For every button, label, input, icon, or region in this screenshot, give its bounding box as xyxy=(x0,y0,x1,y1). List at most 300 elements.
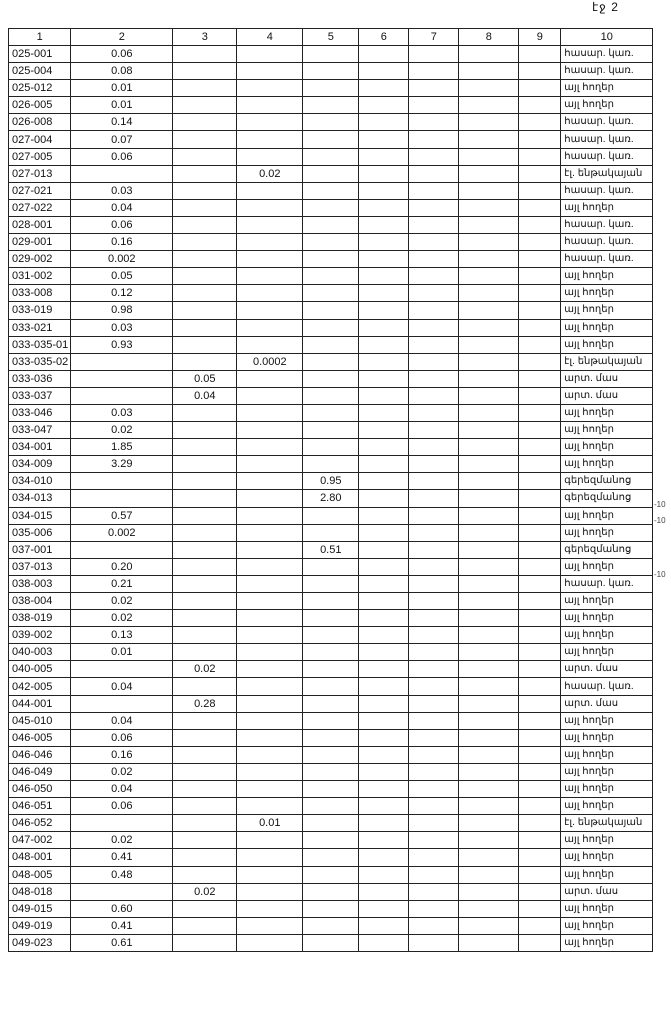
area-cell xyxy=(173,644,237,661)
area-cell: 0.13 xyxy=(71,627,173,644)
area-cell xyxy=(237,370,303,387)
area-cell xyxy=(359,97,409,114)
area-cell xyxy=(409,610,459,627)
table-row xyxy=(9,678,653,695)
area-cell xyxy=(459,746,519,763)
area-cell xyxy=(173,558,237,575)
table-row xyxy=(9,182,653,199)
area-cell: 0.05 xyxy=(173,370,237,387)
table-row xyxy=(9,849,653,866)
area-cell xyxy=(173,798,237,815)
area-cell xyxy=(409,798,459,815)
area-cell xyxy=(303,216,359,233)
parcel-code-cell: 034-001 xyxy=(9,439,71,456)
area-cell xyxy=(409,234,459,251)
area-cell xyxy=(359,934,409,951)
area-cell xyxy=(459,251,519,268)
area-cell xyxy=(237,781,303,798)
area-cell: 0.57 xyxy=(71,507,173,524)
area-cell: 0.16 xyxy=(71,234,173,251)
area-cell xyxy=(237,114,303,131)
area-cell xyxy=(519,644,561,661)
area-cell xyxy=(173,541,237,558)
table-row xyxy=(9,268,653,285)
area-cell xyxy=(303,575,359,592)
area-cell xyxy=(519,473,561,490)
area-cell: 0.01 xyxy=(71,644,173,661)
land-use-cell: այլ հողեր xyxy=(561,507,653,524)
area-cell xyxy=(459,456,519,473)
parcel-code-cell: 044-001 xyxy=(9,695,71,712)
table-row xyxy=(9,353,653,370)
area-cell xyxy=(519,216,561,233)
area-cell xyxy=(359,610,409,627)
area-cell xyxy=(173,627,237,644)
area-cell xyxy=(409,678,459,695)
area-cell: 0.01 xyxy=(237,815,303,832)
land-use-cell: հասար. կառ. xyxy=(561,216,653,233)
area-cell xyxy=(237,644,303,661)
area-cell xyxy=(359,370,409,387)
area-cell xyxy=(359,883,409,900)
area-cell xyxy=(173,182,237,199)
area-cell xyxy=(519,114,561,131)
area-cell xyxy=(519,46,561,63)
area-cell xyxy=(459,695,519,712)
area-cell xyxy=(359,917,409,934)
land-use-cell: հասար. կառ. xyxy=(561,148,653,165)
area-cell xyxy=(409,114,459,131)
area-cell xyxy=(173,216,237,233)
area-cell xyxy=(237,695,303,712)
land-use-cell: այլ հողեր xyxy=(561,746,653,763)
parcel-code-cell: 031-002 xyxy=(9,268,71,285)
area-cell xyxy=(519,815,561,832)
area-cell: 0.21 xyxy=(71,575,173,592)
area-cell xyxy=(519,148,561,165)
area-cell xyxy=(459,712,519,729)
area-cell: 1.85 xyxy=(71,439,173,456)
area-cell xyxy=(303,900,359,917)
area-cell xyxy=(237,63,303,80)
area-cell xyxy=(173,336,237,353)
table-row xyxy=(9,114,653,131)
area-cell: 0.0002 xyxy=(237,353,303,370)
area-cell xyxy=(519,370,561,387)
area-cell xyxy=(303,404,359,421)
area-cell xyxy=(459,866,519,883)
land-use-cell: հասար. կառ. xyxy=(561,114,653,131)
area-cell xyxy=(359,695,409,712)
area-cell xyxy=(359,404,409,421)
area-cell xyxy=(71,541,173,558)
area-cell xyxy=(409,353,459,370)
area-cell xyxy=(409,883,459,900)
parcel-code-cell: 033-035-01 xyxy=(9,336,71,353)
parcel-code-cell: 027-013 xyxy=(9,165,71,182)
column-header: 1 xyxy=(9,29,71,46)
area-cell: 2.80 xyxy=(303,490,359,507)
table-row xyxy=(9,251,653,268)
area-cell xyxy=(519,558,561,575)
table-row xyxy=(9,729,653,746)
area-cell xyxy=(173,866,237,883)
area-cell xyxy=(409,199,459,216)
land-use-cell: հասար. կառ. xyxy=(561,131,653,148)
area-cell xyxy=(237,900,303,917)
parcel-code-cell: 033-021 xyxy=(9,319,71,336)
area-cell xyxy=(303,63,359,80)
table-row xyxy=(9,558,653,575)
area-cell xyxy=(173,610,237,627)
area-cell xyxy=(519,798,561,815)
parcel-code-cell: 035-006 xyxy=(9,524,71,541)
area-cell xyxy=(359,336,409,353)
area-cell xyxy=(237,610,303,627)
land-use-cell: այլ հողեր xyxy=(561,849,653,866)
area-cell xyxy=(519,917,561,934)
area-cell xyxy=(237,336,303,353)
land-use-cell: այլ հողեր xyxy=(561,917,653,934)
area-cell xyxy=(459,729,519,746)
table-row xyxy=(9,746,653,763)
land-use-cell: այլ հողեր xyxy=(561,627,653,644)
area-cell xyxy=(459,370,519,387)
area-cell xyxy=(237,866,303,883)
table-row xyxy=(9,46,653,63)
area-cell: 0.02 xyxy=(173,661,237,678)
area-cell xyxy=(303,661,359,678)
area-cell xyxy=(459,917,519,934)
area-cell: 0.01 xyxy=(71,80,173,97)
area-cell xyxy=(173,97,237,114)
area-cell xyxy=(303,422,359,439)
margin-mark: -10 xyxy=(654,570,666,579)
area-cell xyxy=(409,251,459,268)
area-cell xyxy=(409,404,459,421)
area-cell xyxy=(237,456,303,473)
area-cell xyxy=(173,917,237,934)
area-cell xyxy=(303,97,359,114)
area-cell xyxy=(173,763,237,780)
land-use-cell: այլ հողեր xyxy=(561,832,653,849)
table-row xyxy=(9,216,653,233)
parcel-code-cell: 049-019 xyxy=(9,917,71,934)
area-cell xyxy=(359,815,409,832)
table-row xyxy=(9,319,653,336)
area-cell xyxy=(459,610,519,627)
area-cell xyxy=(409,934,459,951)
parcel-code-cell: 033-046 xyxy=(9,404,71,421)
area-cell xyxy=(519,285,561,302)
land-use-cell: գերեզմանոց xyxy=(561,490,653,507)
area-cell xyxy=(303,302,359,319)
parcel-code-cell: 027-021 xyxy=(9,182,71,199)
area-cell xyxy=(359,46,409,63)
area-cell xyxy=(519,251,561,268)
parcel-code-cell: 037-001 xyxy=(9,541,71,558)
area-cell xyxy=(359,251,409,268)
parcel-code-cell: 037-013 xyxy=(9,558,71,575)
area-cell xyxy=(303,336,359,353)
area-cell xyxy=(303,832,359,849)
land-use-cell: էլ. ենթակայան xyxy=(561,353,653,370)
table-row xyxy=(9,644,653,661)
area-cell xyxy=(359,63,409,80)
parcel-code-cell: 045-010 xyxy=(9,712,71,729)
area-cell xyxy=(359,302,409,319)
land-use-cell: այլ հողեր xyxy=(561,97,653,114)
area-cell xyxy=(237,917,303,934)
area-cell xyxy=(519,387,561,404)
area-cell xyxy=(359,114,409,131)
area-cell xyxy=(237,46,303,63)
area-cell: 0.06 xyxy=(71,729,173,746)
area-cell xyxy=(303,695,359,712)
area-cell xyxy=(519,729,561,746)
area-cell xyxy=(237,473,303,490)
area-cell xyxy=(237,729,303,746)
area-cell xyxy=(409,302,459,319)
land-use-cell: այլ հողեր xyxy=(561,80,653,97)
column-header: 10 xyxy=(561,29,653,46)
area-cell xyxy=(303,746,359,763)
area-cell xyxy=(459,558,519,575)
area-cell xyxy=(303,798,359,815)
area-cell xyxy=(519,627,561,644)
parcel-code-cell: 048-001 xyxy=(9,849,71,866)
area-cell xyxy=(173,114,237,131)
area-cell xyxy=(459,541,519,558)
area-cell xyxy=(519,97,561,114)
area-cell xyxy=(519,353,561,370)
area-cell xyxy=(359,165,409,182)
area-cell xyxy=(173,285,237,302)
land-use-cell: այլ հողեր xyxy=(561,268,653,285)
area-cell xyxy=(173,524,237,541)
area-cell: 0.01 xyxy=(71,97,173,114)
area-cell xyxy=(237,678,303,695)
area-cell xyxy=(303,524,359,541)
table-row xyxy=(9,781,653,798)
area-cell xyxy=(359,849,409,866)
area-cell xyxy=(409,319,459,336)
table-row xyxy=(9,832,653,849)
area-cell xyxy=(173,593,237,610)
land-use-cell: արտ. մաս xyxy=(561,883,653,900)
area-cell xyxy=(459,319,519,336)
area-cell xyxy=(173,746,237,763)
area-cell xyxy=(303,729,359,746)
table-row xyxy=(9,97,653,114)
land-use-cell: գերեզմանոց xyxy=(561,473,653,490)
area-cell: 0.41 xyxy=(71,849,173,866)
area-cell xyxy=(173,934,237,951)
area-cell xyxy=(237,439,303,456)
area-cell xyxy=(303,199,359,216)
parcel-code-cell: 046-052 xyxy=(9,815,71,832)
parcel-code-cell: 046-046 xyxy=(9,746,71,763)
parcel-code-cell: 033-037 xyxy=(9,387,71,404)
parcel-code-cell: 038-004 xyxy=(9,593,71,610)
area-cell xyxy=(303,763,359,780)
area-cell: 0.02 xyxy=(237,165,303,182)
area-cell: 0.41 xyxy=(71,917,173,934)
area-cell xyxy=(519,712,561,729)
area-cell xyxy=(409,832,459,849)
land-use-cell: այլ հողեր xyxy=(561,285,653,302)
area-cell xyxy=(237,490,303,507)
area-cell xyxy=(173,46,237,63)
column-header: 7 xyxy=(409,29,459,46)
area-cell: 3.29 xyxy=(71,456,173,473)
area-cell xyxy=(519,165,561,182)
area-cell xyxy=(519,781,561,798)
area-cell xyxy=(237,80,303,97)
area-cell xyxy=(459,934,519,951)
land-use-cell: այլ հողեր xyxy=(561,610,653,627)
area-cell xyxy=(519,63,561,80)
area-cell xyxy=(303,712,359,729)
area-cell xyxy=(303,507,359,524)
area-cell xyxy=(409,131,459,148)
area-cell xyxy=(359,234,409,251)
land-use-cell: հասար. կառ. xyxy=(561,234,653,251)
parcel-code-cell: 033-019 xyxy=(9,302,71,319)
area-cell xyxy=(409,473,459,490)
table-row xyxy=(9,593,653,610)
area-cell xyxy=(409,507,459,524)
area-cell xyxy=(173,319,237,336)
area-cell xyxy=(519,234,561,251)
area-cell xyxy=(519,336,561,353)
area-cell xyxy=(359,678,409,695)
area-cell xyxy=(519,490,561,507)
land-use-cell: այլ հողեր xyxy=(561,900,653,917)
area-cell: 0.98 xyxy=(71,302,173,319)
area-cell xyxy=(409,524,459,541)
land-use-cell: այլ հողեր xyxy=(561,729,653,746)
area-cell xyxy=(519,746,561,763)
area-cell: 0.04 xyxy=(173,387,237,404)
area-cell xyxy=(519,866,561,883)
area-cell xyxy=(409,575,459,592)
area-cell xyxy=(409,370,459,387)
parcel-code-cell: 034-010 xyxy=(9,473,71,490)
area-cell: 0.60 xyxy=(71,900,173,917)
area-cell xyxy=(519,524,561,541)
table-row xyxy=(9,387,653,404)
area-cell xyxy=(409,182,459,199)
area-cell: 0.002 xyxy=(71,251,173,268)
area-cell xyxy=(303,251,359,268)
table-row xyxy=(9,473,653,490)
area-cell xyxy=(409,387,459,404)
area-cell xyxy=(409,439,459,456)
area-cell xyxy=(459,575,519,592)
column-header: 9 xyxy=(519,29,561,46)
area-cell xyxy=(359,866,409,883)
column-header: 8 xyxy=(459,29,519,46)
area-cell xyxy=(303,934,359,951)
parcel-code-cell: 025-004 xyxy=(9,63,71,80)
area-cell xyxy=(359,422,409,439)
area-cell xyxy=(173,832,237,849)
parcel-code-cell: 042-005 xyxy=(9,678,71,695)
table-row xyxy=(9,165,653,182)
area-cell xyxy=(359,268,409,285)
land-use-cell: հասար. կառ. xyxy=(561,46,653,63)
parcel-code-cell: 046-005 xyxy=(9,729,71,746)
area-cell xyxy=(173,781,237,798)
table-row xyxy=(9,490,653,507)
area-cell: 0.28 xyxy=(173,695,237,712)
table-row xyxy=(9,866,653,883)
area-cell xyxy=(459,490,519,507)
area-cell xyxy=(237,507,303,524)
table-row xyxy=(9,524,653,541)
table-row xyxy=(9,934,653,951)
header-row xyxy=(9,29,653,46)
area-cell xyxy=(519,268,561,285)
land-use-cell: արտ. մաս xyxy=(561,695,653,712)
parcel-code-cell: 029-001 xyxy=(9,234,71,251)
column-header: 3 xyxy=(173,29,237,46)
area-cell xyxy=(519,422,561,439)
area-cell xyxy=(409,627,459,644)
area-cell xyxy=(173,234,237,251)
area-cell xyxy=(237,302,303,319)
table-row xyxy=(9,917,653,934)
land-use-cell: այլ հողեր xyxy=(561,336,653,353)
land-use-cell: այլ հողեր xyxy=(561,644,653,661)
land-use-cell: այլ հողեր xyxy=(561,302,653,319)
table-row xyxy=(9,439,653,456)
area-cell xyxy=(519,593,561,610)
land-use-cell: հասար. կառ. xyxy=(561,678,653,695)
land-use-cell: այլ հողեր xyxy=(561,319,653,336)
column-header: 5 xyxy=(303,29,359,46)
area-cell xyxy=(71,165,173,182)
area-cell xyxy=(303,849,359,866)
area-cell xyxy=(359,832,409,849)
area-cell: 0.04 xyxy=(71,199,173,216)
area-cell: 0.03 xyxy=(71,182,173,199)
area-cell xyxy=(237,97,303,114)
area-cell xyxy=(237,627,303,644)
area-cell xyxy=(237,234,303,251)
area-cell xyxy=(409,216,459,233)
area-cell xyxy=(173,353,237,370)
table-row xyxy=(9,712,653,729)
parcel-code-cell: 033-036 xyxy=(9,370,71,387)
area-cell xyxy=(237,404,303,421)
area-cell xyxy=(459,627,519,644)
area-cell xyxy=(173,165,237,182)
area-cell xyxy=(173,507,237,524)
area-cell: 0.05 xyxy=(71,268,173,285)
table-row xyxy=(9,234,653,251)
column-header: 4 xyxy=(237,29,303,46)
page-number: էջ 2 xyxy=(592,0,619,14)
area-cell xyxy=(409,849,459,866)
parcel-code-cell: 025-012 xyxy=(9,80,71,97)
area-cell xyxy=(359,729,409,746)
area-cell xyxy=(519,302,561,319)
area-cell xyxy=(409,456,459,473)
area-cell xyxy=(519,541,561,558)
area-cell xyxy=(459,883,519,900)
